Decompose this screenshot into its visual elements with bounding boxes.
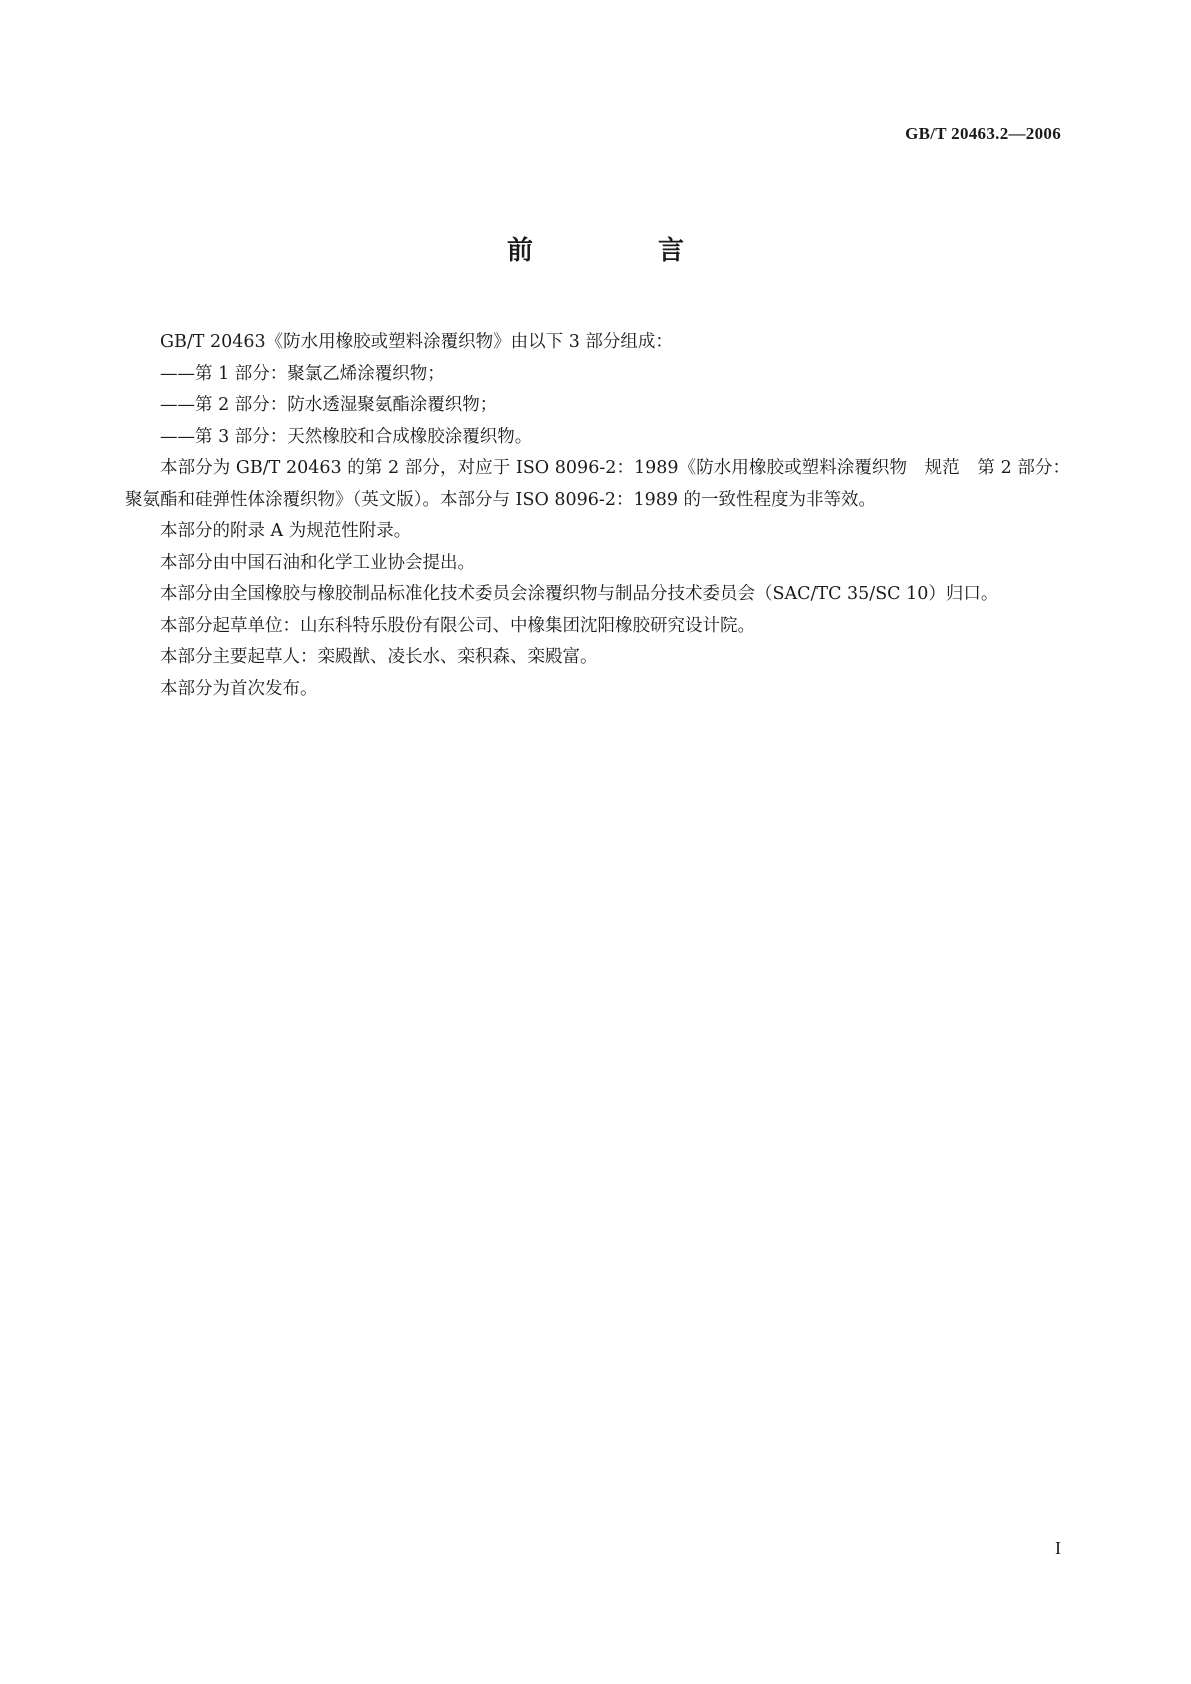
standard-code: GB/T 20463.2—2006 [905, 124, 1061, 143]
foreword-body [125, 327, 1070, 705]
list-item-part-1: ——第 1 部分：聚氯乙烯涂覆织物； [160, 363, 445, 384]
paragraph-intro: GB/T 20463《防水用橡胶或塑料涂覆织物》由以下 3 部分组成： [160, 332, 673, 352]
page-title: 前 言 [506, 236, 743, 266]
paragraph-drafters: 本部分主要起草人：栾殿猷、凌长水、栾积森、栾殿富。 [160, 647, 598, 667]
paragraph-drafting-units: 本部分起草单位：山东科特乐股份有限公司、中橡集团沈阳橡胶研究设计院。 [160, 615, 755, 636]
paragraph-proposer: 本部分由中国石油和化学工业协会提出。 [160, 552, 475, 573]
page-number: I [1055, 1538, 1061, 1558]
paragraph-correspondence: 本部分为 GB/T 20463 的第 2 部分，对应于 ISO 8096-2：1989《防水用橡胶或塑料涂覆织物 规范 第 2 部分：聚氨酯和硅弹性体涂覆织物》（英文版）。本部分与 ISO 8096-2：1989 的一致性程度为非等效。 [125, 458, 1070, 510]
paragraph-first-release: 本部分为首次发布。 [160, 678, 318, 699]
paragraph-annex: 本部分的附录 A 为规范性附录。 [160, 521, 412, 541]
list-item-part-2: ——第 2 部分：防水透湿聚氨酯涂覆织物； [160, 395, 498, 415]
paragraph-committee: 本部分由全国橡胶与橡胶制品标准化技术委员会涂覆织物与制品分技术委员会（SAC/TC 35/SC 10）归口。 [160, 584, 999, 604]
list-item-part-3: ——第 3 部分：天然橡胶和合成橡胶涂覆织物。 [160, 426, 533, 447]
